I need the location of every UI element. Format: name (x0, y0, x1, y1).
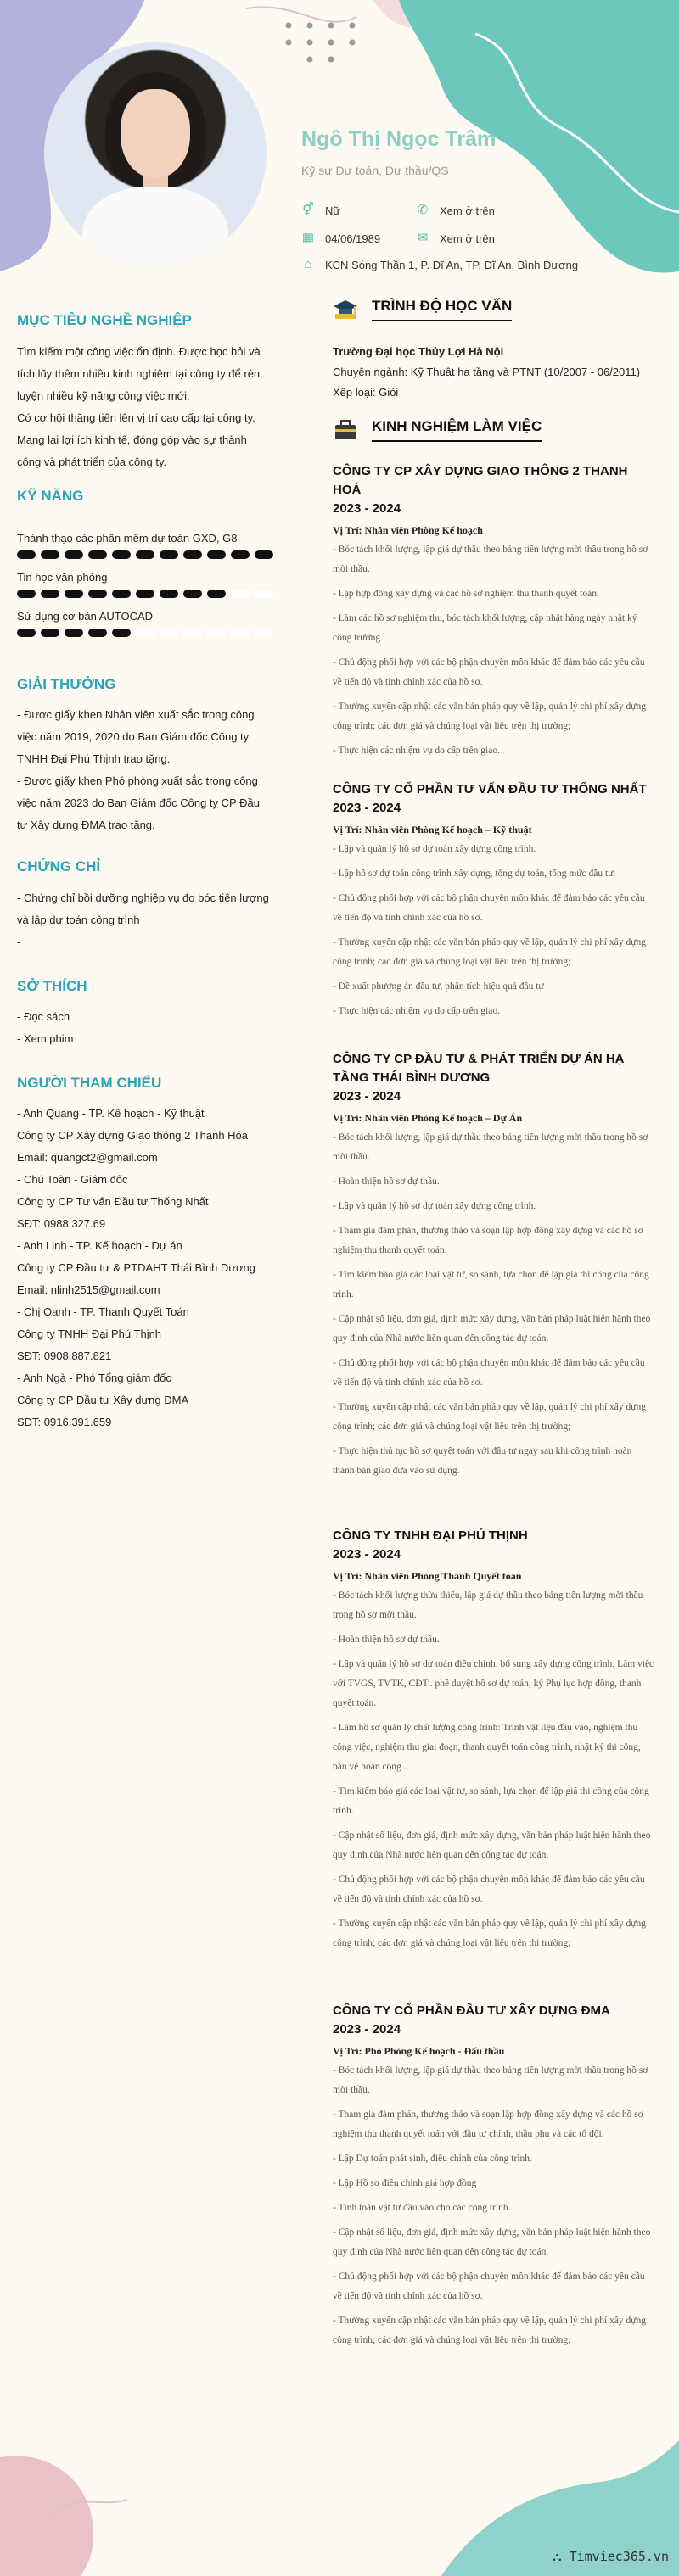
briefcase-icon (333, 417, 358, 443)
job-item: - Hoàn thiện hồ sơ dự thầu. (333, 1176, 440, 1187)
job-item: - Cập nhật số liệu, đơn giá, định mức xây dựng, văn bản pháp luật hiện hành theo quy định của Nhà nước liên quan đến công tác dự toán. (333, 1314, 651, 1344)
job-item: - Thường xuyên cập nhật các văn bản pháp quy về lập, quản lý chi phí xây dựng công trình; các đơn giá và chúng loại vật liệu trên thị trường; (333, 2316, 646, 2345)
job-item: - Thực hiện các nhiệm vụ do cấp trên giao. (333, 1006, 500, 1016)
email-row (416, 232, 495, 245)
skill-segment (207, 590, 226, 598)
reference-line: - Chị Oanh - TP. Thanh Quyết Toán (17, 1305, 189, 1318)
skill-segment (112, 629, 131, 637)
calendar-icon: ▦ (301, 231, 315, 245)
career-goal-text-2: Có cơ hội thăng tiến lên vị trí cao cấp tại công ty. Mang lại lợi ích kinh tế, đóng góp vào sự thành công và phát triển của công ty. (17, 411, 255, 468)
job-company: CÔNG TY CP XÂY DỰNG GIAO THÔNG 2 THANH HOÁ (333, 464, 628, 497)
job-item: - Lập Hồ sơ điều chỉnh giá hợp đồng (333, 2178, 477, 2188)
job-item: - Thực hiện các nhiệm vụ do cấp trên giao. (333, 746, 500, 756)
skill-segment (255, 629, 273, 637)
job-item: - Thường xuyên cập nhật các văn bản pháp quy về lập, quản lý chi phí xây dựng công trình; các đơn giá và chúng loại vật liệu trên thị trường; (333, 701, 646, 731)
job-position: Vị Trí: Nhân viên Phòng Kế hoạch (333, 524, 483, 536)
reference-line: Công ty CP Đầu tư Xây dựng ĐMA (17, 1394, 189, 1406)
reference-line: Công ty CP Tư vấn Đầu tư Thống Nhất (17, 1195, 209, 1208)
awards-text-2: - Được giấy khen Phó phòng xuất sắc trong công việc năm 2023 do Ban Giám đốc Công ty CP Đầu tư Xây dựng ĐMA trao tặng. (17, 774, 260, 831)
job-item: - Thực hiện thủ tục hồ sơ quyết toán với đầu tư ngay sau khi công trình hoàn thành bàn giao đưa vào sử dụng. (333, 1446, 632, 1476)
skill-segment (183, 550, 202, 559)
skill-segment (41, 590, 59, 598)
references-list (17, 1103, 272, 1433)
job-years: 2023 - 2024 (333, 1547, 401, 1562)
hobbies-title: SỞ THÍCH (17, 978, 87, 994)
education-major: Chuyên ngành: Kỹ Thuật hạ tầng và PTNT (10/2007 - 06/2011) (333, 366, 641, 378)
job-item: - Bóc tách khối lượng, lập giá dự thầu theo bảng tiên lượng mời thầu trong hồ sơ mời thầu. (333, 1132, 648, 1162)
graduation-cap-icon (333, 297, 358, 322)
skill-segment (183, 629, 202, 637)
job-item: - Hoàn thiện hồ sơ dự thầu. (333, 1634, 440, 1645)
experience-title: KINH NGHIỆM LÀM VIỆC (372, 418, 542, 442)
skill-segment (65, 590, 83, 598)
profile-title: Kỹ sư Dự toán, Dự thầu/QS (301, 164, 449, 177)
certs-text-2: - (17, 936, 21, 948)
address-row (301, 258, 578, 271)
skill-segment (160, 550, 178, 559)
job-years: 2023 - 2024 (333, 1089, 401, 1104)
skill-segment (88, 629, 107, 637)
reference-line: - Anh Linh - TP. Kế hoạch - Dự án (17, 1239, 182, 1252)
job-item: - Bóc tách khối lượng, lập giá dự thầu theo bảng tiên lượng mời thầu trong hồ sơ mời thầu. (333, 545, 648, 574)
job-item: - Thường xuyên cập nhật các văn bản pháp quy về lập, quản lý chi phí xây dựng công trình; các đơn giá và chúng loại vật liệu trên thị trường; (333, 937, 646, 967)
skill-segment (136, 590, 154, 598)
experience-header (333, 417, 542, 443)
skill-segment (41, 550, 59, 559)
dob-value: 04/06/1989 (325, 232, 381, 245)
contact-value: Xem ở trên (440, 204, 495, 217)
home-icon: ⌂ (304, 257, 312, 271)
job-item: - Thường xuyên cập nhật các văn bản pháp quy về lập, quản lý chi phí xây dựng công trình; các đơn giá và chúng loại vật liệu trên thị trường; (333, 1919, 646, 1948)
education-grade: Xếp loại: Giỏi (333, 386, 399, 399)
job-item: - Lập hợp đồng xây dựng và các hồ sơ nghiệm thu thanh quyết toán. (333, 589, 599, 599)
logo-icon: ⛬ (553, 2549, 570, 2564)
email-value: Xem ở trên (440, 232, 495, 245)
job-item: - Tìm kiếm báo giá các loại vật tư, so sánh, lựa chọn để lập giá thi công của công trình. (333, 1786, 649, 1816)
skill-segment (17, 629, 36, 637)
certs-text-1: - Chứng chỉ bồi dưỡng nghiệp vụ đo bóc tiên lượng và lập dự toán công trình (17, 891, 269, 926)
education-school: Trường Đại học Thủy Lợi Hà Nội (333, 345, 504, 358)
job-1 (333, 462, 655, 766)
skill-segment (207, 550, 226, 559)
dob-row (301, 232, 380, 245)
job-item: - Đề xuất phương án đầu tư, phân tích hiệu quả đầu tư (333, 981, 544, 992)
job-item: - Lập và quản lý hồ sơ dự toán xây dựng công trình. (333, 1201, 536, 1211)
skill-segment (88, 590, 107, 598)
job-item: - Chủ động phối hợp với các bộ phận chuyên môn khác để đảm bảo các yêu cầu về tiến độ và tính chính xác của hồ sơ. (333, 657, 645, 687)
education-header (333, 297, 512, 322)
job-item: - Tính toán vật tư đầu vào cho các công trình. (333, 2203, 511, 2213)
reference-line: Công ty CP Đầu tư & PTDAHT Thái Bình Dương (17, 1261, 255, 1274)
skill-label-3: Sử dụng cơ bản AUTOCAD (17, 610, 154, 623)
skill-bar-2 (17, 590, 273, 598)
skill-segment (65, 629, 83, 637)
skill-bar-3 (17, 629, 273, 637)
job-item: - Tham gia đàm phán, thương thảo và soạn lập hợp đồng xây dựng và các hồ sơ nghiệm thu thanh quyết toán. (333, 1226, 643, 1255)
skill-segment (136, 550, 154, 559)
reference-line: - Anh Quang - TP. Kế hoạch - Kỹ thuật (17, 1107, 205, 1120)
job-3 (333, 1050, 655, 1486)
skill-segment (231, 550, 250, 559)
job-item: - Lập và quản lý hồ sơ dự toán xây dựng công trình. (333, 844, 536, 854)
education-title: TRÌNH ĐỘ HỌC VẤN (372, 298, 512, 321)
profile-photo (44, 42, 267, 265)
skill-bar-1 (17, 550, 273, 559)
job-item: - Lập hồ sơ dự toán công trình xây dựng, tổng dự toán, tổng mức đầu tư. (333, 869, 616, 879)
skill-segment (160, 629, 178, 637)
skill-segment (160, 590, 178, 598)
certs-title: CHỨNG CHỈ (17, 858, 101, 874)
job-item: - Bóc tách khối lượng, lập giá dự thầu theo bảng tiên lượng mời thầu trong hồ sơ mời thầu. (333, 2065, 648, 2095)
reference-line: SĐT: 0916.391.659 (17, 1416, 112, 1428)
job-item: - Làm các hồ sơ nghiệm thu, bóc tách khối lượng; cập nhật hàng ngày nhật ký công trường. (333, 613, 637, 643)
job-item: - Lập và quản lý hồ sơ dự toán điều chỉnh, bổ sung xây dựng công trình. Làm việc với TVGS, TVTK, CĐT.. phê duyệt hồ sơ dự toán, ký Phụ lục hợp đồng, thanh quyết toán. (333, 1659, 654, 1708)
reference-line: - Anh Ngà - Phó Tổng giám đốc (17, 1372, 171, 1384)
reference-line: Công ty TNHH Đại Phú Thịnh (17, 1327, 162, 1340)
skill-segment (136, 629, 154, 637)
reference-line: Công ty CP Xây dựng Giao thông 2 Thanh Hóa (17, 1129, 249, 1142)
gender-value: Nữ (325, 204, 341, 217)
education-block (333, 342, 664, 403)
job-5 (333, 2002, 655, 2355)
job-years: 2023 - 2024 (333, 801, 401, 815)
reference-line: SĐT: 0908.887.821 (17, 1349, 112, 1362)
skill-segment (183, 590, 202, 598)
skill-label-1: Thành thạo các phần mềm dự toán GXD, G8 (17, 532, 238, 545)
job-item: - Tham gia đàm phán, thương thảo và soạn lập hợp đồng xây dựng và các hồ sơ nghiệm thu thanh quyết toán với đầu tư chính, thầu phụ và các tổ đội. (333, 2109, 643, 2139)
job-item: - Chủ động phối hợp với các bộ phận chuyên môn khác để đảm bảo các yêu cầu về tiến độ và tính chính xác của hồ sơ. (333, 1358, 645, 1388)
reference-line: Email: quangct2@gmail.com (17, 1151, 158, 1164)
awards-title: GIẢI THƯỞNG (17, 676, 116, 692)
profile-name: Ngô Thị Ngọc Trâm (301, 127, 497, 151)
awards-text-1: - Được giấy khen Nhân viên xuất sắc trong công việc năm 2019, 2020 do Ban Giám đốc Công ty TNHH Đại Phú Thịnh trao tặng. (17, 708, 255, 765)
job-item: - Cập nhật số liệu, đơn giá, định mức xây dựng, văn bản pháp luật hiện hành theo quy định của Nhà nước liên quan đến công tác dự toán. (333, 1830, 651, 1860)
job-years: 2023 - 2024 (333, 2022, 401, 2037)
job-item: - Tìm kiếm báo giá các loại vật tư, so sánh, lựa chọn để lập giá thi công của công trình. (333, 1270, 649, 1299)
skill-segment (255, 590, 273, 598)
skill-segment (41, 629, 59, 637)
skill-segment (65, 550, 83, 559)
footer-brand-text: Timviec365.vn (569, 2549, 669, 2564)
job-item: - Lập Dự toán phát sinh, điều chỉnh của công trình. (333, 2154, 532, 2164)
job-item: - Làm hồ sơ quản lý chất lượng công trình: Trình vật liệu đầu vào, nghiệm thu công việc, nghiệm thu giai đoạn, thanh quyết toán công trình, nhật ký thi công, bản vẽ hoàn công... (333, 1723, 641, 1772)
skills-title: KỸ NĂNG (17, 488, 84, 504)
reference-line: - Chú Toàn - Giám đốc (17, 1173, 128, 1186)
career-goal-title: MỤC TIÊU NGHỀ NGHIỆP (17, 312, 192, 328)
skill-segment (255, 550, 273, 559)
job-2 (333, 780, 655, 1026)
gender-row (301, 204, 340, 217)
hobby-item-1: - Đọc sách (17, 1010, 70, 1023)
job-company: CÔNG TY CỔ PHẦN ĐẦU TƯ XÂY DỰNG ĐMA (333, 2003, 610, 2018)
job-position: Vị Trí: Nhân viên Phòng Kế hoạch – Kỹ thuật (333, 824, 532, 835)
skill-segment (88, 550, 107, 559)
job-position: Vị Trí: Nhân viên Phòng Thanh Quyết toán (333, 1570, 522, 1582)
skill-segment (17, 590, 36, 598)
job-item: - Bóc tách khối lượng thừa thiếu, lập giá dự thầu theo bảng tiên lượng mời thầu trong hồ sơ mời thầu. (333, 1590, 643, 1620)
email-icon: ✉ (417, 231, 429, 245)
hobby-item-2: - Xem phim (17, 1032, 74, 1045)
footer-brand[interactable] (553, 2549, 669, 2564)
job-4 (333, 1527, 655, 1959)
contact-row (416, 204, 495, 217)
career-goal-text-1: Tìm kiếm một công việc ổn định. Được học hỏi và tích lũy thêm nhiều kinh nghiệm tại công ty để rèn luyện nhiều kỹ năng công việc mới. (17, 345, 261, 402)
job-item: - Chủ động phối hợp với các bộ phận chuyên môn khác để đảm bảo các yêu cầu về tiến độ và tính chính xác của hồ sơ. (333, 893, 645, 923)
job-company: CÔNG TY CP ĐẦU TƯ & PHÁT TRIỂN DỰ ÁN HẠ TẦNG THÁI BÌNH DƯƠNG (333, 1052, 625, 1085)
job-item: - Chủ động phối hợp với các bộ phận chuyên môn khác để đảm bảo các yêu cầu về tiến độ và tính chính xác của hồ sơ. (333, 1875, 645, 1904)
job-company: CÔNG TY CỔ PHẦN TƯ VẤN ĐẦU TƯ THỐNG NHẤT (333, 782, 647, 796)
job-item: - Thường xuyên cập nhật các văn bản pháp quy về lập, quản lý chi phí xây dựng công trình; các đơn giá và chúng loại vật liệu trên thị trường; (333, 1402, 646, 1432)
job-item: - Cập nhật số liệu, đơn giá, định mức xây dựng, văn bản pháp luật hiện hành theo quy định của Nhà nước liên quan đến công tác dự toán. (333, 2227, 651, 2257)
references-title: NGƯỜI THAM CHIẾU (17, 1075, 162, 1091)
address-value: KCN Sóng Thần 1, P. Dĩ An, TP. Dĩ An, Bình Dương (325, 258, 579, 271)
skill-segment (207, 629, 226, 637)
skill-segment (17, 550, 36, 559)
skill-segment (231, 629, 250, 637)
reference-line: Email: nlinh2515@gmail.com (17, 1283, 160, 1296)
skill-segment (112, 550, 131, 559)
job-position: Vị Trí: Phó Phòng Kế hoạch - Đấu thầu (333, 2045, 505, 2057)
job-position: Vị Trí: Nhân viên Phòng Kế hoạch – Dự Án (333, 1112, 523, 1124)
gender-icon: ⚥ (302, 203, 314, 217)
job-item: - Chủ động phối hợp với các bộ phận chuyên môn khác để đảm bảo các yêu cầu về tiến độ và tính chính xác của hồ sơ. (333, 2271, 645, 2301)
skill-segment (112, 590, 131, 598)
job-company: CÔNG TY TNHH ĐẠI PHÚ THỊNH (333, 1528, 528, 1543)
skill-segment (231, 590, 250, 598)
skill-label-2: Tin học văn phòng (17, 571, 108, 584)
reference-line: SĐT: 0988.327.69 (17, 1217, 106, 1230)
job-years: 2023 - 2024 (333, 501, 401, 516)
phone-icon: ✆ (417, 203, 429, 217)
